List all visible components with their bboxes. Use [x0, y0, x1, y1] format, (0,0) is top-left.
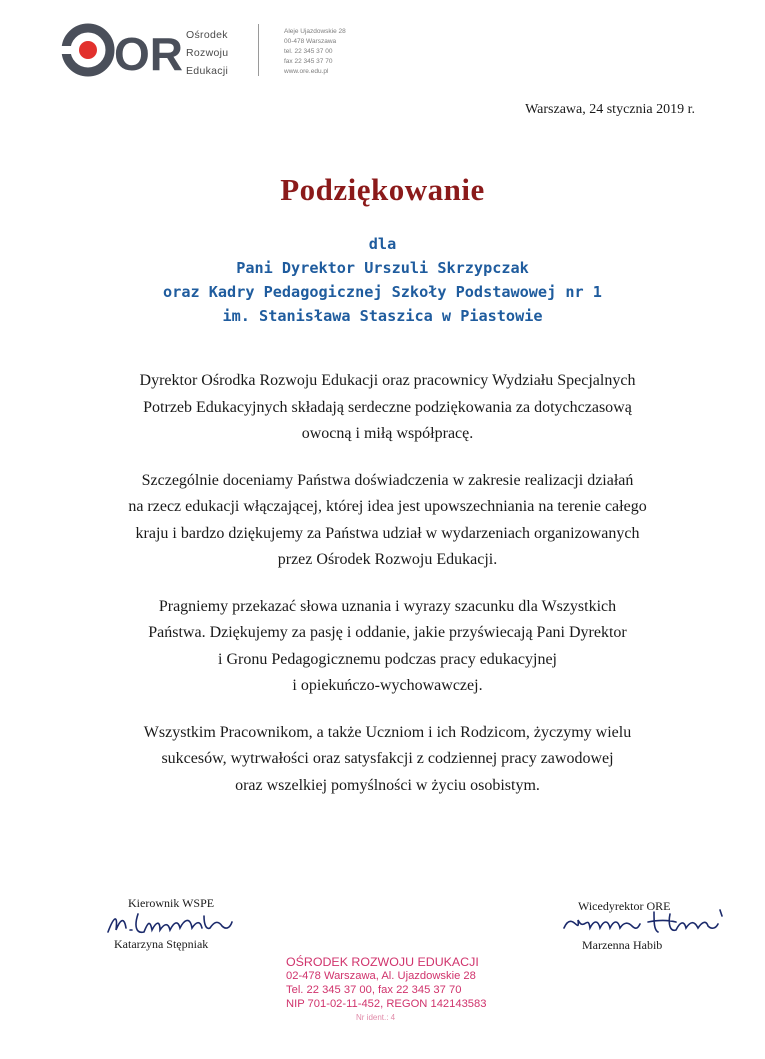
recipient-line: im. Stanisława Staszica w Piastowie [222, 307, 543, 325]
body-paragraph [60, 720, 715, 800]
left-signatory-role: Kierownik WSPE [128, 896, 215, 910]
address-line: Aleje Ujazdowskie 28 [284, 28, 346, 35]
recipient-block [0, 232, 765, 328]
body-line: i Gronu Pedagogicznemu podczas pracy edukacyjnej [218, 650, 557, 668]
body-paragraph [60, 594, 715, 700]
stamp-line: NIP 701-02-11-452, REGON 142143583 [286, 998, 487, 1010]
address-line: fax 22 345 37 70 [284, 58, 333, 65]
left-signatory-name: Katarzyna Stępniak [114, 937, 209, 951]
right-signatory-name: Marzenna Habib [582, 938, 663, 952]
body-line: na rzecz edukacji włączającej, której idea jest upowszechniania na terenie całego [128, 498, 647, 515]
letterhead-divider [258, 24, 259, 76]
org-name-line: Rozwoju [186, 47, 229, 59]
address-line: 00-478 Warszawa [284, 38, 337, 45]
recipient-line: Pani Dyrektor Urszuli Skrzypczak [236, 259, 529, 277]
body-line: sukcesów, wytrwałości oraz satysfakcji z codziennej pracy zawodowej [161, 750, 614, 767]
letter-date: Warszawa, 24 stycznia 2019 r. [525, 102, 695, 117]
body-line: owocną i miłą współpracę. [301, 425, 474, 442]
address-line: tel. 22 345 37 00 [284, 48, 333, 55]
address-line: www.ore.edu.pl [284, 68, 329, 75]
org-name-line: Edukacji [186, 65, 229, 77]
stamp-line: OŚRODEK ROZWOJU EDUKACJI [286, 955, 479, 969]
body-line: kraju i bardzo dziękujemy za Państwa udział w wydarzeniach organizowanych [135, 524, 640, 542]
right-signatory-role: Wicedyrektor ORE [578, 899, 671, 913]
org-name-line: Ośrodek [186, 29, 228, 41]
organization-name [186, 26, 228, 80]
document-title: Podziękowanie [280, 172, 485, 207]
recipient-line: dla [368, 235, 397, 253]
letter-body [60, 368, 715, 819]
stamp-ident: Nr ident.: 4 [356, 1013, 396, 1022]
body-line: Pragniemy przekazać słowa uznania i wyrazy szacunku dla Wszystkich [158, 597, 617, 615]
body-line: oraz wszelkiej pomyślności w życiu osobistym. [235, 776, 540, 794]
stamp-line: 02-478 Warszawa, Al. Ujazdowskie 28 [286, 970, 476, 982]
body-line: Państwa. Dziękujemy za pasję i oddanie, jakie przyświecają Pani Dyrektor [148, 624, 627, 641]
body-paragraph [60, 468, 715, 574]
recipient-line: oraz Kadry Pedagogicznej Szkoły Podstawowej nr 1 [163, 283, 602, 301]
body-line: i opiekuńczo-wychowawczej. [292, 677, 483, 694]
body-line: przez Ośrodek Rozwoju Edukacji. [277, 551, 498, 568]
stamp-line: Tel. 22 345 37 00, fax 22 345 37 70 [286, 984, 462, 996]
body-line: Dyrektor Ośrodka Rozwoju Edukacji oraz pracownicy Wydziału Specjalnych [139, 372, 636, 389]
organization-address [284, 27, 346, 77]
left-handwritten-signature [104, 906, 236, 940]
right-handwritten-signature [558, 906, 728, 940]
body-line: Potrzeb Edukacyjnych składają serdeczne podziękowania za dotychczasową [143, 398, 632, 416]
body-paragraph [60, 368, 715, 448]
body-line: Szczególnie doceniamy Państwa doświadczenia w zakresie realizacji działań [141, 471, 634, 489]
ore-logo [56, 18, 186, 82]
logo-text: OR [114, 28, 183, 80]
institution-stamp [286, 955, 486, 1025]
body-line: Wszystkim Pracownikom, a także Uczniom i ich Rodzicom, życzymy wielu [143, 723, 632, 741]
